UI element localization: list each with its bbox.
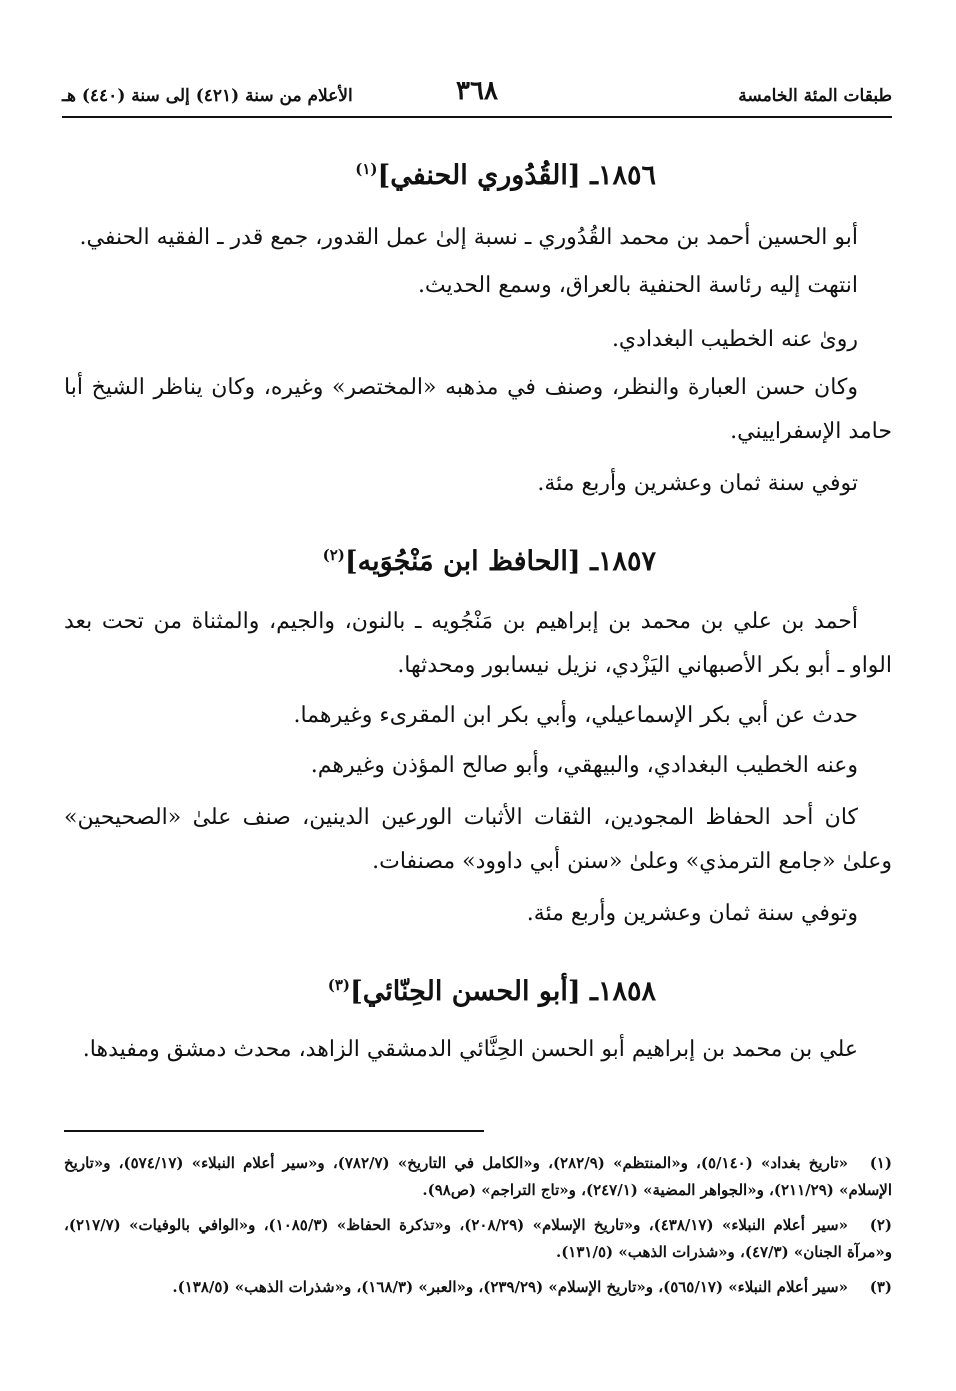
entry-paragraph: انتهت إليه رئاسة الحنفية بالعراق، وسمع الحديث. <box>417 273 858 298</box>
entry-paragraph: أبو الحسين أحمد بن محمد القُدُوري ـ نسبة إلىٰ عمل القدور، جمع قدر ـ الفقيه الحنفي. <box>79 225 858 250</box>
footnote-2 <box>64 1212 892 1266</box>
footnote-number: (١) <box>869 1154 892 1172</box>
header-section-title: طبقات المئة الخامسة <box>738 86 892 106</box>
footnote-ref: (١) <box>355 160 378 178</box>
footnote-number: (٢) <box>869 1216 892 1234</box>
entry-paragraph: رویٰ عنه الخطيب البغدادي. <box>611 327 858 352</box>
page-number: ٣٦٨ <box>456 76 498 106</box>
entry-paragraph: وكان حسن العبارة والنظر، وصنف في مذهبه «المختصر» وغيره، وكان يناظر الشيخ أبا حامد الإسفراييني. <box>64 375 892 444</box>
entry-title-1856: ١٨٥٦ـ [القُدُوري الحنفي]$^{(١)}$ <box>355 160 656 191</box>
entry-paragraph: وعنه الخطيب البغدادي، والبيهقي، وأبو صالح المؤذن وغيرهم. <box>310 753 858 778</box>
header-years-range: الأعلام من سنة (٤٢١) إلى سنة (٤٤٠) هـ <box>62 86 353 106</box>
entry-paragraph: وتوفي سنة ثمان وعشرين وأربع مئة. <box>526 901 858 926</box>
entry-paragraph: علي بن محمد بن إبراهيم أبو الحسن الحِنَّائي الدمشقي الزاهد، محدث دمشق ومفيدها. <box>82 1037 858 1062</box>
entry-title-1857: ١٨٥٧ـ [الحافظ ابن مَنْجُوَيه]$^{(٢)}$ <box>322 546 656 577</box>
footnote-divider <box>64 1130 484 1132</box>
entry-paragraph: حدث عن أبي بكر الإسماعيلي، وأبي بكر ابن المقرىء وغيرهما. <box>293 703 858 728</box>
footnote-1 <box>64 1150 892 1204</box>
entry-paragraph: أحمد بن علي بن محمد بن إبراهيم بن مَنْجُويه ـ بالنون، والجيم، والمثناة من تحت بعد الواو ـ أبو بكر الأصبهاني اليَزْدي، نزيل نيسابور ومحدثها. <box>64 609 892 678</box>
running-header <box>62 76 892 118</box>
footnote-ref: (٣) <box>327 976 350 994</box>
footnote-ref: (٢) <box>322 546 345 564</box>
footnote-text: «تاريخ بغداد» (٥/١٤٠)، و«المنتظم» (٢٨٢/٩)، و«الكامل في التاريخ» (٧٨٢/٧)، و«سير أعلام النبلاء» (٥٧٤/١٧)، و«تاريخ الإسلام» (٢١١/٢٩)، و«الجواهر المضية» (٢٤٧/١)، و«تاج التراجم» (ص٩٨). <box>64 1154 892 1199</box>
entry-paragraph: كان أحد الحفاظ المجودين، الثقات الأثبات الورعين الدينين، صنف علىٰ «الصحيحين» وعلىٰ «جامع الترمذي» وعلىٰ «سنن أبي داوود» مصنفات. <box>64 805 892 874</box>
entry-paragraph: توفي سنة ثمان وعشرين وأربع مئة. <box>537 471 858 496</box>
footnote-text: «سير أعلام النبلاء» (٥٦٥/١٧)، و«تاريخ الإسلام» (٢٣٩/٢٩)، و«العبر» (١٦٨/٣)، و«شذرات الذهب» (١٣٨/٥). <box>172 1278 848 1296</box>
entry-title-1858: ١٨٥٨ـ [أبو الحسن الحِنّائي]$^{(٣)}$ <box>327 976 656 1007</box>
footnote-3 <box>64 1274 892 1301</box>
footnote-text: «سير أعلام النبلاء» (٤٣٨/١٧)، و«تاريخ الإسلام» (٢٠٨/٢٩)، و«تذكرة الحفاظ» (١٠٨٥/٣)، و«الوافي بالوفيات» (٢١٧/٧)، و«مرآة الجنان» (٤٧/٣)، و«شذرات الذهب» (١٣١/٥). <box>64 1216 892 1261</box>
footnote-number: (٣) <box>869 1278 892 1296</box>
